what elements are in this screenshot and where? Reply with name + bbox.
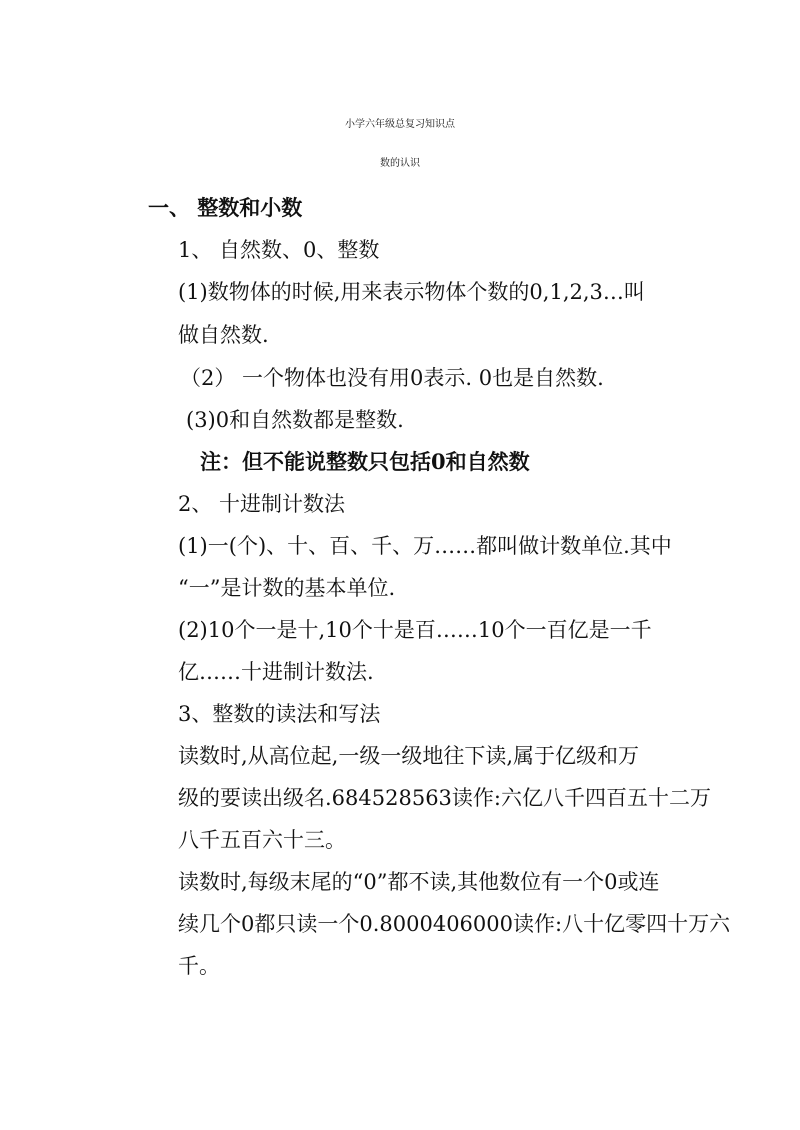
document-subtitle: 小学六年级总复习知识点 <box>345 119 455 130</box>
paragraph-line: 亿……十进制计数法. <box>178 660 374 684</box>
paragraph-line: 八千五百六十三。 <box>178 828 346 852</box>
paragraph-line: (1)一(个)、十、百、千、万……都叫做计数单位.其中 <box>178 534 672 558</box>
paragraph-line: 读数时,每级末尾的“0”都不读,其他数位有一个0或连 <box>178 870 660 894</box>
section-heading: 一、 整数和小数 <box>148 195 303 220</box>
paragraph-line: 千。 <box>178 954 220 978</box>
item-heading: 3、整数的读法和写法 <box>178 702 381 726</box>
paragraph-line: 级的要读出级名.684528563读作:六亿八千四百五十二万 <box>178 786 711 810</box>
paragraph-line: (1)数物体的时候,用来表示物体个数的0,1,2,3…叫 <box>178 280 645 304</box>
note-line: 注：但不能说整数只包括0和自然数 <box>200 449 530 474</box>
item-heading: 2、 十进制计数法 <box>178 492 346 516</box>
paragraph-line: 续几个0都只读一个0.8000406000读作:八十亿零四十万六 <box>178 912 731 936</box>
paragraph-line: 做自然数. <box>178 323 269 347</box>
paragraph-line: “一”是计数的基本单位. <box>178 576 396 600</box>
paragraph-line: (3)0和自然数都是整数. <box>186 408 404 432</box>
paragraph-line: (2)10个一是十,10个十是百……10个一百亿是一千 <box>178 618 652 642</box>
paragraph-line: 读数时,从高位起,一级一级地往下读,属于亿级和万 <box>178 744 640 768</box>
document-title: 数的认识 <box>380 158 420 169</box>
item-heading: 1、 自然数、0、整数 <box>178 238 380 262</box>
paragraph-line: （2） 一个物体也没有用0表示. 0也是自然数. <box>180 366 604 390</box>
